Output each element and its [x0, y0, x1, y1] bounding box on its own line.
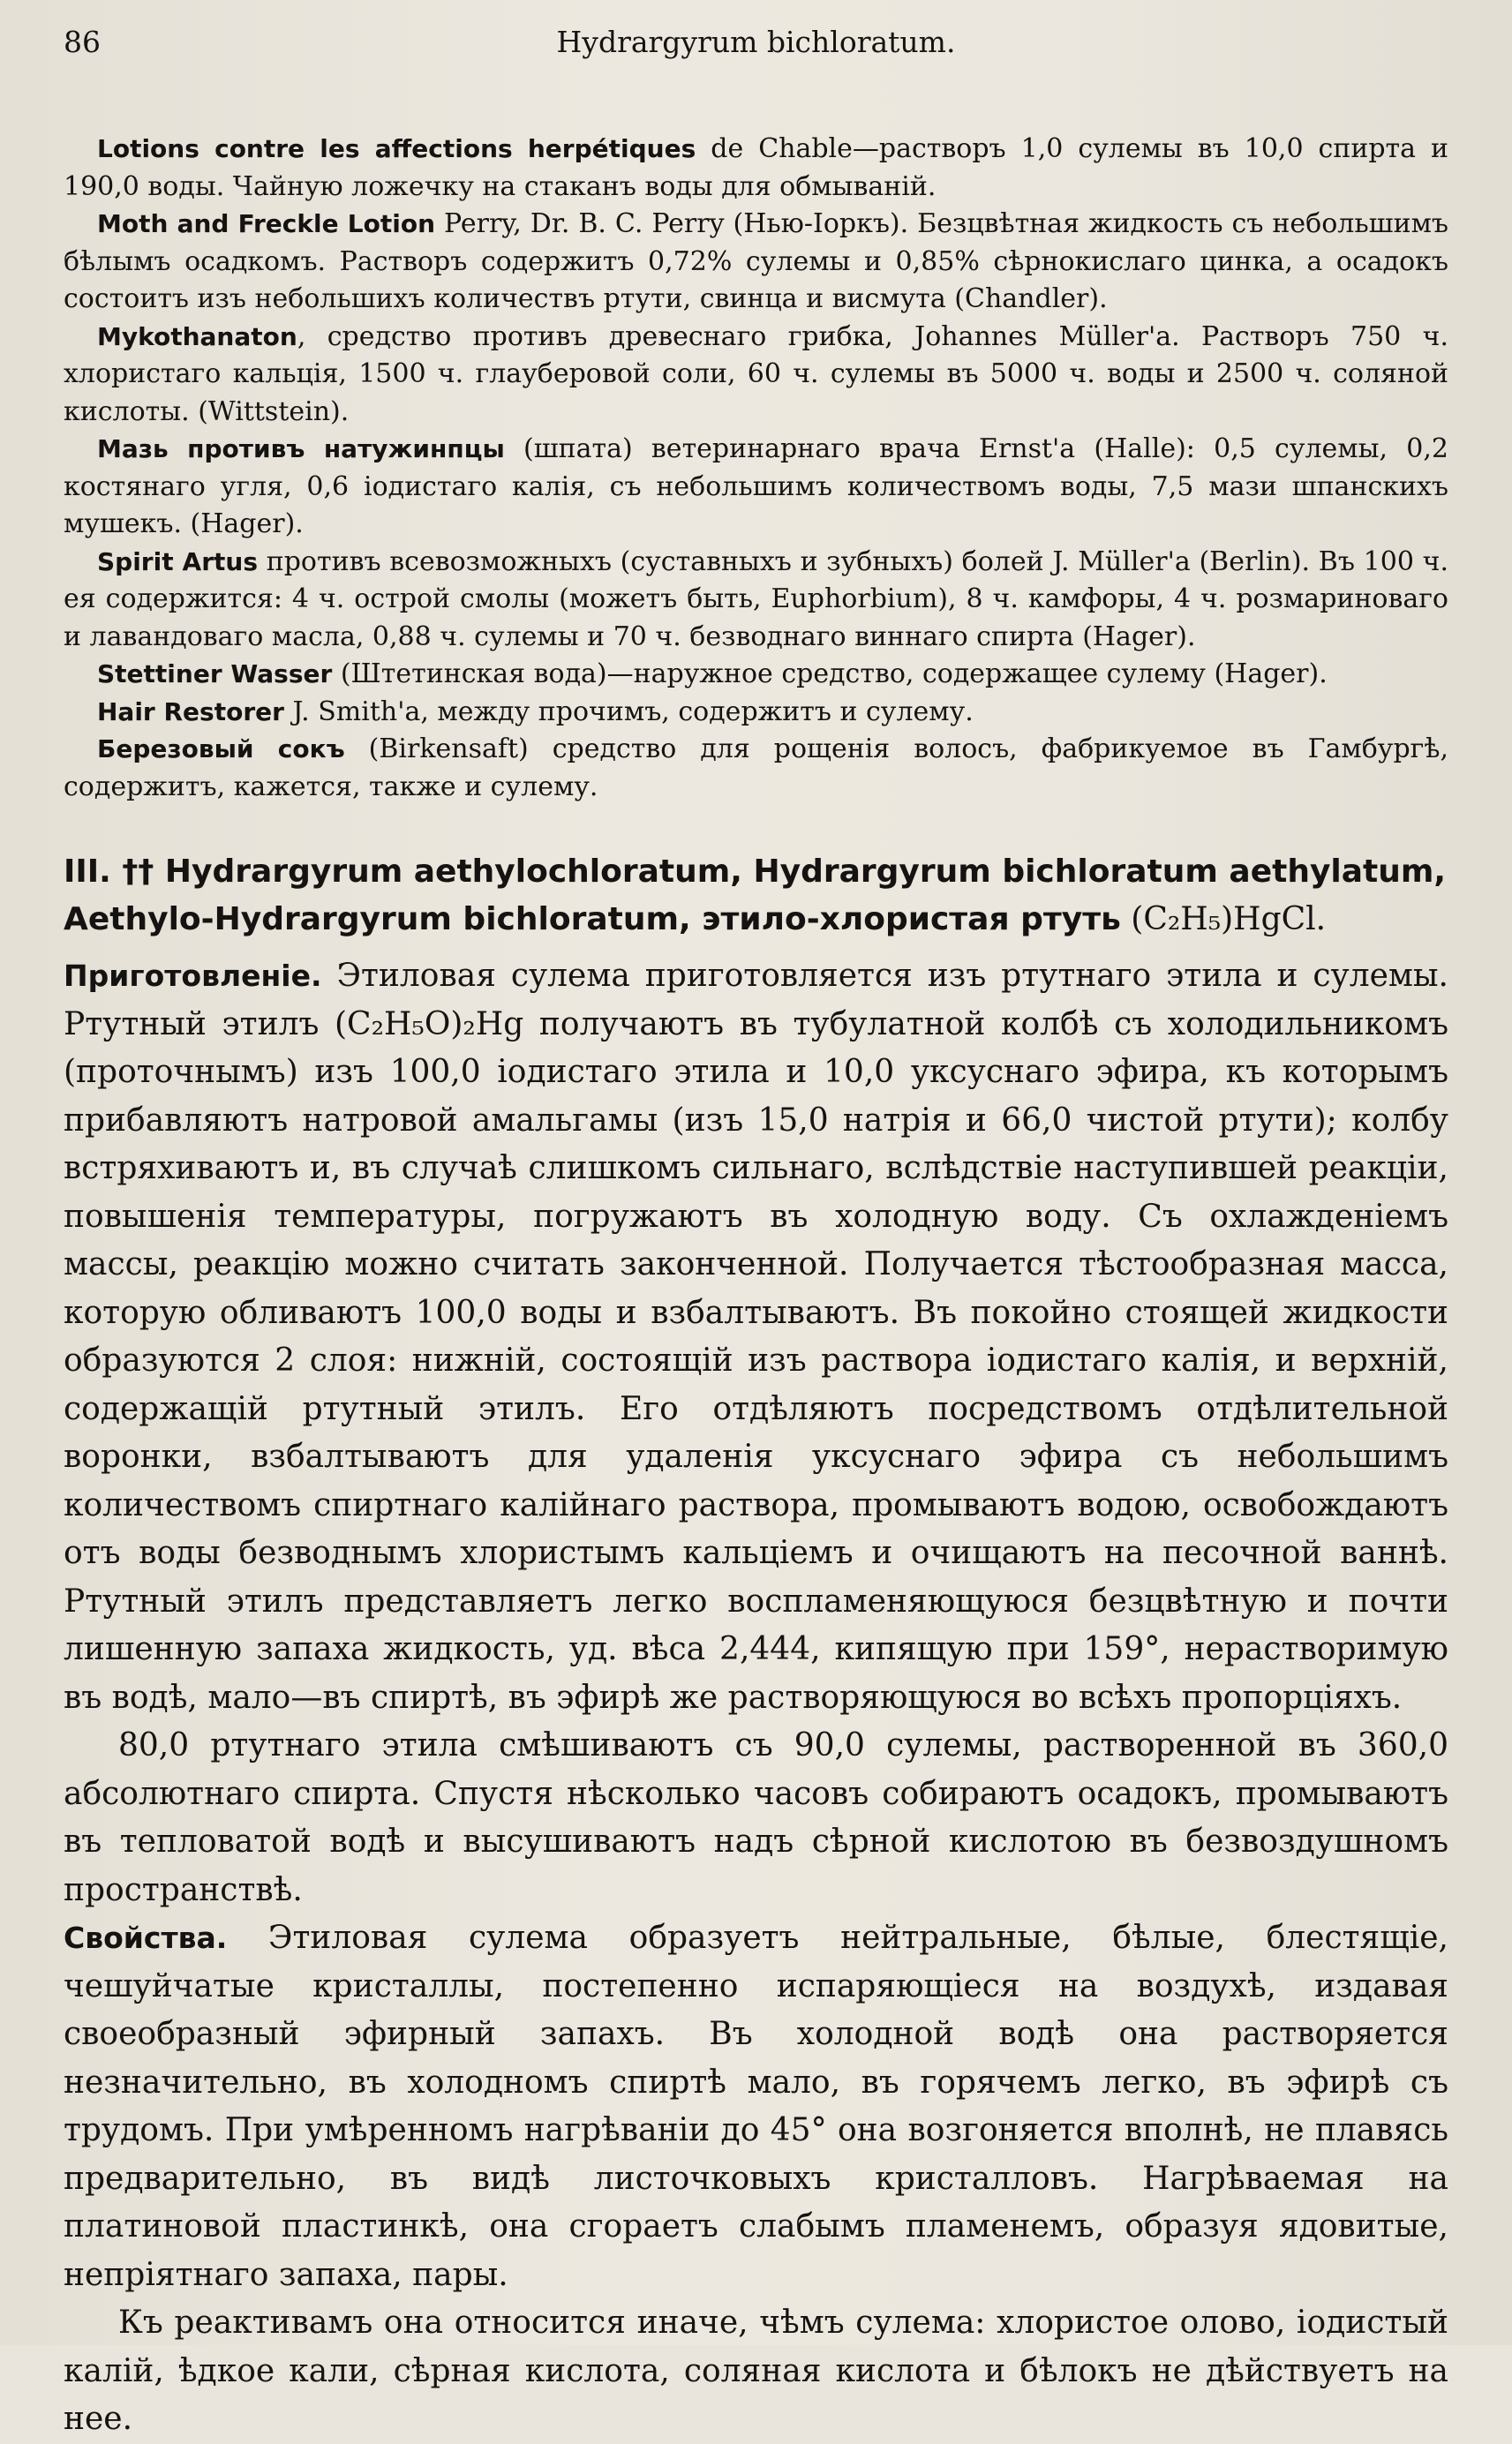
section-title-text: III. †† Hydrargyrum aethylochloratum, Hydrargyrum bichloratum aethylatum, Aethylo-Hydrargyrum bichloratum, этило-хлористая ртуть: [64, 854, 1447, 937]
running-title: Hydrargyrum bichloratum.: [556, 25, 956, 59]
entry-stettiner: [64, 656, 1448, 694]
synthesis-paragraph: 80,0 ртутнаго этила смѣшиваютъ съ 90,0 сулемы, растворенной въ 360,0 абсолютнаго спирта. Спустя нѣсколько часовъ собираютъ осадокъ, промываютъ въ тепловатой водѣ и высушиваютъ надъ сѣрной кислотою въ безвоздушномъ пространствѣ.: [64, 1727, 1448, 1908]
reagents-paragraph: Къ реактивамъ она относится иначе, чѣмъ сулема: хлористое олово, iодистый калiй, ѣдкое кали, сѣрная кислота, соляная кислота и бѣлокъ не дѣйствуетъ на нее.: [64, 2305, 1448, 2437]
entry-birch-sap: [64, 731, 1448, 806]
section-title: [64, 848, 1448, 944]
entry-text: de Chable—растворъ 1,0 сулемы въ 10,0 спирта и 190,0 воды. Чайную ложечку на стаканъ воды для обмыванiй.: [64, 133, 1448, 202]
entry-text: (Birkensaft) средство для рощенiя волосъ, фабрикуемое въ Гамбургѣ, содержитъ, кажется, также и сулему.: [64, 733, 1449, 802]
page-number: 86: [64, 25, 101, 59]
entry-text: (Штетинская вода)—наружное средство, содержащее сулему (Hager).: [332, 658, 1328, 689]
entry-hair-restorer: [64, 694, 1448, 732]
entry-text: Perry, Dr. B. C. Perry (Нью-Iоркъ). Безцвѣтная жидкость съ небольшимъ бѣлымъ осадкомъ. Растворъ содержитъ 0,72% сулемы и 0,85% сѣрнокислаго цинка, а осадокъ состоитъ изъ небольшихъ количествъ ртути, свинца и висмута (Chandler).: [64, 208, 1448, 314]
entry-moth-lotion: [64, 206, 1448, 319]
entry-name: Stettiner Wasser: [97, 659, 333, 688]
properties-label: Свойства.: [64, 1921, 228, 1955]
entry-name: Moth and Freckle Lotion: [97, 209, 436, 238]
entry-name: Hair Restorer: [97, 696, 284, 726]
entry-text: (шпата) ветеринарнаго врача Ernst'a (Halle): 0,5 сулемы, 0,2 костянаго угля, 0,6 iодистаго калiя, съ небольшимъ количествомъ воды, 7,5 мази шпанскихъ мушекъ. (Hager).: [64, 433, 1448, 539]
entry-name: Spirit Artus: [97, 546, 258, 576]
preparation-paragraph: [64, 952, 1448, 1722]
page-header: [64, 25, 1448, 71]
entry-lotions: [64, 131, 1448, 206]
properties-paragraph: [64, 1914, 1448, 2299]
properties-text: Этиловая сулема образуетъ нейтральные, бѣлые, блестящiе, чешуйчатые кристаллы, постепенно испаряющiеся на воздухѣ, издавая своеобразный эфирный запахъ. Въ холодной водѣ она растворяется незначительно, въ холодномъ спиртѣ мало, въ горячемъ легко, въ эфирѣ съ трудомъ. При умѣренномъ нагрѣванiи до 45° она возгоняется вполнѣ, не плавясь предварительно, въ видѣ листочковыхъ кристалловъ. Нагрѣваемая на платиновой пластинкѣ, она сгораетъ слабымъ пламенемъ, образуя ядовитые, непрiятнаго запаха, пары.: [64, 1920, 1448, 2293]
entry-text: противъ всевозможныхъ (суставныхъ и зубныхъ) болей J. Müller'a (Berlin). Въ 100 ч. ея содержится: 4 ч. острой смолы (можетъ быть, Euphorbium), 8 ч. камфоры, 4 ч. розмариноваго и лавандоваго масла, 0,88 ч. сулемы и 70 ч. безводнаго виннаго спирта (Hager).: [64, 545, 1448, 652]
section-body: [64, 952, 1448, 2444]
entry-maz: [64, 431, 1448, 544]
entry-text: J. Smith'a, между прочимъ, содержитъ и сулему.: [283, 696, 974, 727]
entry-name: Мазь противъ натужинпцы: [97, 434, 505, 463]
entry-name: Березовый сокъ: [97, 734, 345, 763]
entry-name: Mykothanaton: [97, 321, 297, 351]
entry-text: , средство противъ древеснаго грибка, Johannes Müller'a. Растворъ 750 ч. хлористаго кальцiя, 1500 ч. глауберовой соли, 60 ч. сулемы въ 5000 ч. воды и 2500 ч. соляной кислоты. (Wittstein).: [64, 320, 1448, 427]
preparation-label: Приготовленiе.: [64, 959, 322, 993]
entry-mykothanaton: [64, 319, 1448, 432]
section-formula: (C₂H₅)HgCl.: [1120, 901, 1327, 937]
entry-spirit-artus: [64, 544, 1448, 657]
entry-name: Lotions contre les affections herpétiques: [97, 134, 696, 163]
remedies-list: [64, 131, 1448, 806]
preparation-text: Этиловая сулема приготовляется изъ ртутнаго этила и сулемы. Ртутный этилъ (C₂H₅O)₂Hg получаютъ въ тубулатной колбѣ съ холодильникомъ (проточнымъ) изъ 100,0 iодистаго этила и 10,0 уксуснаго эфира, къ которымъ прибавляютъ натровой амальгамы (изъ 15,0 натрiя и 66,0 чистой ртути); колбу встряхиваютъ и, въ случаѣ слишкомъ сильнаго, вслѣдствiе наступившей реакцiи, повышенiя температуры, погружаютъ въ холодную воду. Съ охлажденiемъ массы, реакцiю можно считать законченной. Получается тѣстообразная масса, которую обливаютъ 100,0 воды и взбалтываютъ. Въ покойно стоящей жидкости образуются 2 слоя: нижнiй, состоящiй изъ раствора iодистаго калiя, и верхнiй, содержащiй ртутный этилъ. Его отдѣляютъ посредствомъ отдѣлительной воронки, взбалтываютъ для удаленiя уксуснаго эфира съ небольшимъ количествомъ спиртнаго калiйнаго раствора, промываютъ водою, освобождаютъ отъ воды безводнымъ хлористымъ кальцiемъ и очищаютъ на песочной ваннѣ. Ртутный этилъ представляетъ легко воспламеняющуюся безцвѣтную и почти лишенную запаха жидкость, уд. вѣса 2,444, кипящую при 159°, нерастворимую въ водѣ, мало—въ спиртѣ, въ эфирѣ же растворяющуюся во всѣхъ пропорцiяхъ.: [64, 958, 1448, 1716]
